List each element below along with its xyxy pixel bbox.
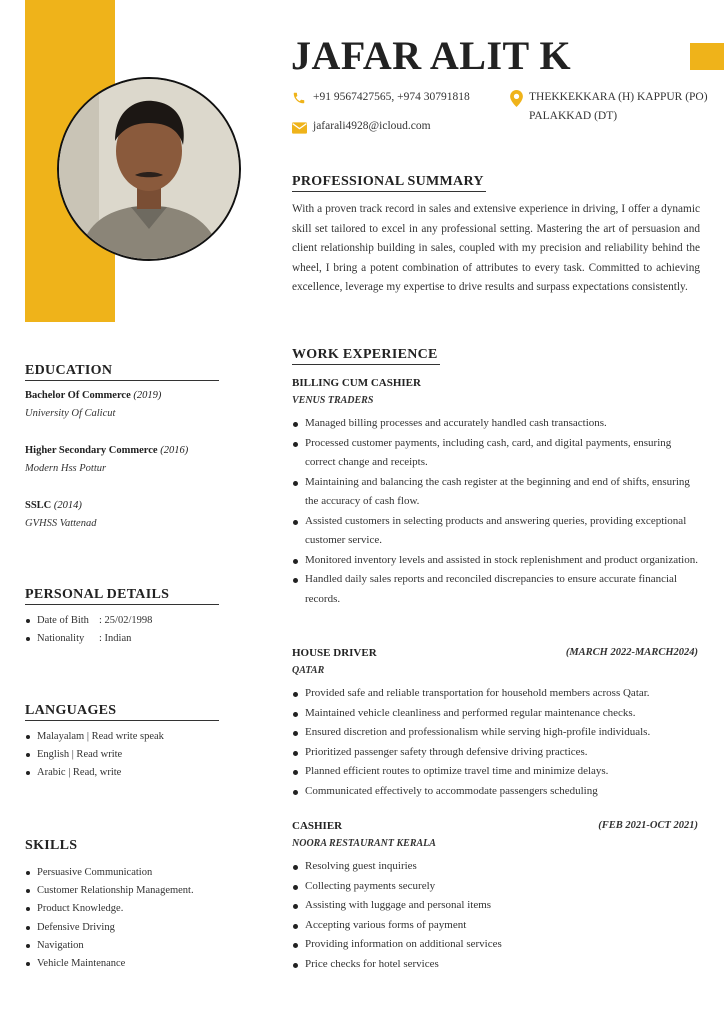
accent-block (690, 43, 724, 70)
address-line-2: PALAKKAD (DT) (529, 110, 618, 122)
skills-heading: SKILLS (25, 838, 78, 853)
job-dates: (FEB 2021-OCT 2021) (598, 820, 698, 831)
degree-name: Higher Secondary Commerce (25, 445, 158, 456)
profile-photo (57, 77, 241, 261)
education-institution: GVHSS Vattenad (25, 518, 97, 529)
degree-name: SSLC (25, 500, 52, 511)
address-line-1: THEKKEKKARA (H) KAPPUR (PO) (529, 91, 708, 103)
education-heading: EDUCATION (25, 363, 219, 381)
list-item: Navigation (25, 937, 194, 955)
languages-heading: LANGUAGES (25, 703, 219, 721)
list-item: Persuasive Communication (25, 864, 194, 882)
list-item: Prioritized passenger safety through defensive driving practices. (292, 743, 712, 763)
list-item: Handled daily sales reports and reconciled discrepancies to ensure accurate financial records. (292, 570, 700, 609)
list-item: Provided safe and reliable transportation for household members across Qatar. (292, 684, 712, 704)
list-item: Processed customer payments, including cash, card, and digital payments, ensuring correct change and receipts. (292, 434, 700, 473)
education-institution: University Of Calicut (25, 408, 116, 419)
education-degree (25, 390, 161, 401)
summary-heading: PROFESSIONAL SUMMARY (292, 174, 486, 192)
list-item: Planned efficient routes to optimize travel time and minimize delays. (292, 762, 712, 782)
list-item: Monitored inventory levels and assisted in stock replenishment and product organization. (292, 551, 700, 571)
job-bullets (292, 414, 700, 609)
education-institution: Modern Hss Pottur (25, 463, 107, 474)
list-item: Defensive Driving (25, 919, 194, 937)
job-title: CASHIER (292, 820, 343, 832)
education-degree (25, 500, 82, 511)
list-item: English | Read write (25, 746, 164, 764)
list-item: Assisting with luggage and personal items (292, 896, 700, 916)
job-company: VENUS TRADERS (292, 395, 374, 406)
list-item: Communicated effectively to accommodate passengers scheduling (292, 782, 712, 802)
list-item: Ensured discretion and professionalism while serving high-profile individuals. (292, 723, 712, 743)
list-item: Assisted customers in selecting products and answering queries, providing exceptional customer service. (292, 512, 700, 551)
list-item: Maintained vehicle cleanliness and performed regular maintenance checks. (292, 704, 712, 724)
job-title: BILLING CUM CASHIER (292, 377, 421, 389)
job-bullets (292, 684, 712, 801)
list-item: Managed billing processes and accurately handled cash transactions. (292, 414, 700, 434)
detail-value: : Indian (99, 633, 132, 645)
phone-icon (292, 91, 306, 110)
languages-list (25, 728, 164, 783)
list-item: Resolving guest inquiries (292, 857, 700, 877)
job-title: HOUSE DRIVER (292, 647, 377, 659)
list-item: Collecting payments securely (292, 877, 700, 897)
list-item (25, 630, 152, 648)
map-pin-icon (510, 90, 523, 112)
summary-text: With a proven track record in sales and extensive experience in driving, I offer a dynamic skill set tailored to excel in any professional setting. Mastering the art of persuasion and client relationship building in sales, coupled with my precision and reliability behind the wheel, I bring a potent combination of attributes to every task. Committed to achieving excellence, leverage my expertise to drive results and surpass expectations consistently. (292, 203, 700, 293)
degree-name: Bachelor Of Commerce (25, 390, 131, 401)
list-item: Customer Relationship Management. (25, 882, 194, 900)
detail-value: : 25/02/1998 (99, 615, 153, 626)
detail-label: Date of Bith (37, 615, 89, 626)
candidate-name: JAFAR ALIT K (291, 33, 572, 78)
education-degree (25, 445, 188, 456)
list-item (25, 612, 152, 630)
list-item: Providing information on additional services (292, 935, 700, 955)
job-bullets (292, 857, 700, 974)
list-item: Price checks for hotel services (292, 955, 700, 975)
skills-list (25, 864, 194, 973)
list-item: Accepting various forms of payment (292, 916, 700, 936)
degree-year: (2019) (133, 390, 162, 401)
personal-heading: PERSONAL DETAILS (25, 587, 219, 605)
person-portrait-icon (59, 79, 239, 259)
work-heading: WORK EXPERIENCE (292, 347, 440, 365)
list-item: Vehicle Maintenance (25, 955, 194, 973)
list-item: Product Knowledge. (25, 900, 194, 918)
personal-list (25, 612, 152, 648)
envelope-icon (292, 121, 307, 139)
list-item: Arabic | Read, write (25, 764, 164, 782)
detail-label: Nationality (37, 633, 85, 645)
job-company: QATAR (292, 665, 325, 676)
phone-number: +91 9567427565, +974 30791818 (313, 91, 470, 103)
email-address: jafarali4928@icloud.com (313, 120, 431, 132)
degree-year: (2016) (160, 445, 189, 456)
degree-year: (2014) (53, 500, 82, 511)
job-dates: (MARCH 2022-MARCH2024) (565, 647, 698, 658)
list-item: Maintaining and balancing the cash register at the beginning and end of shifts, ensuring the accuracy of cash flow. (292, 473, 700, 512)
job-company: NOORA RESTAURANT KERALA (292, 838, 436, 849)
list-item: Malayalam | Read write speak (25, 728, 164, 746)
